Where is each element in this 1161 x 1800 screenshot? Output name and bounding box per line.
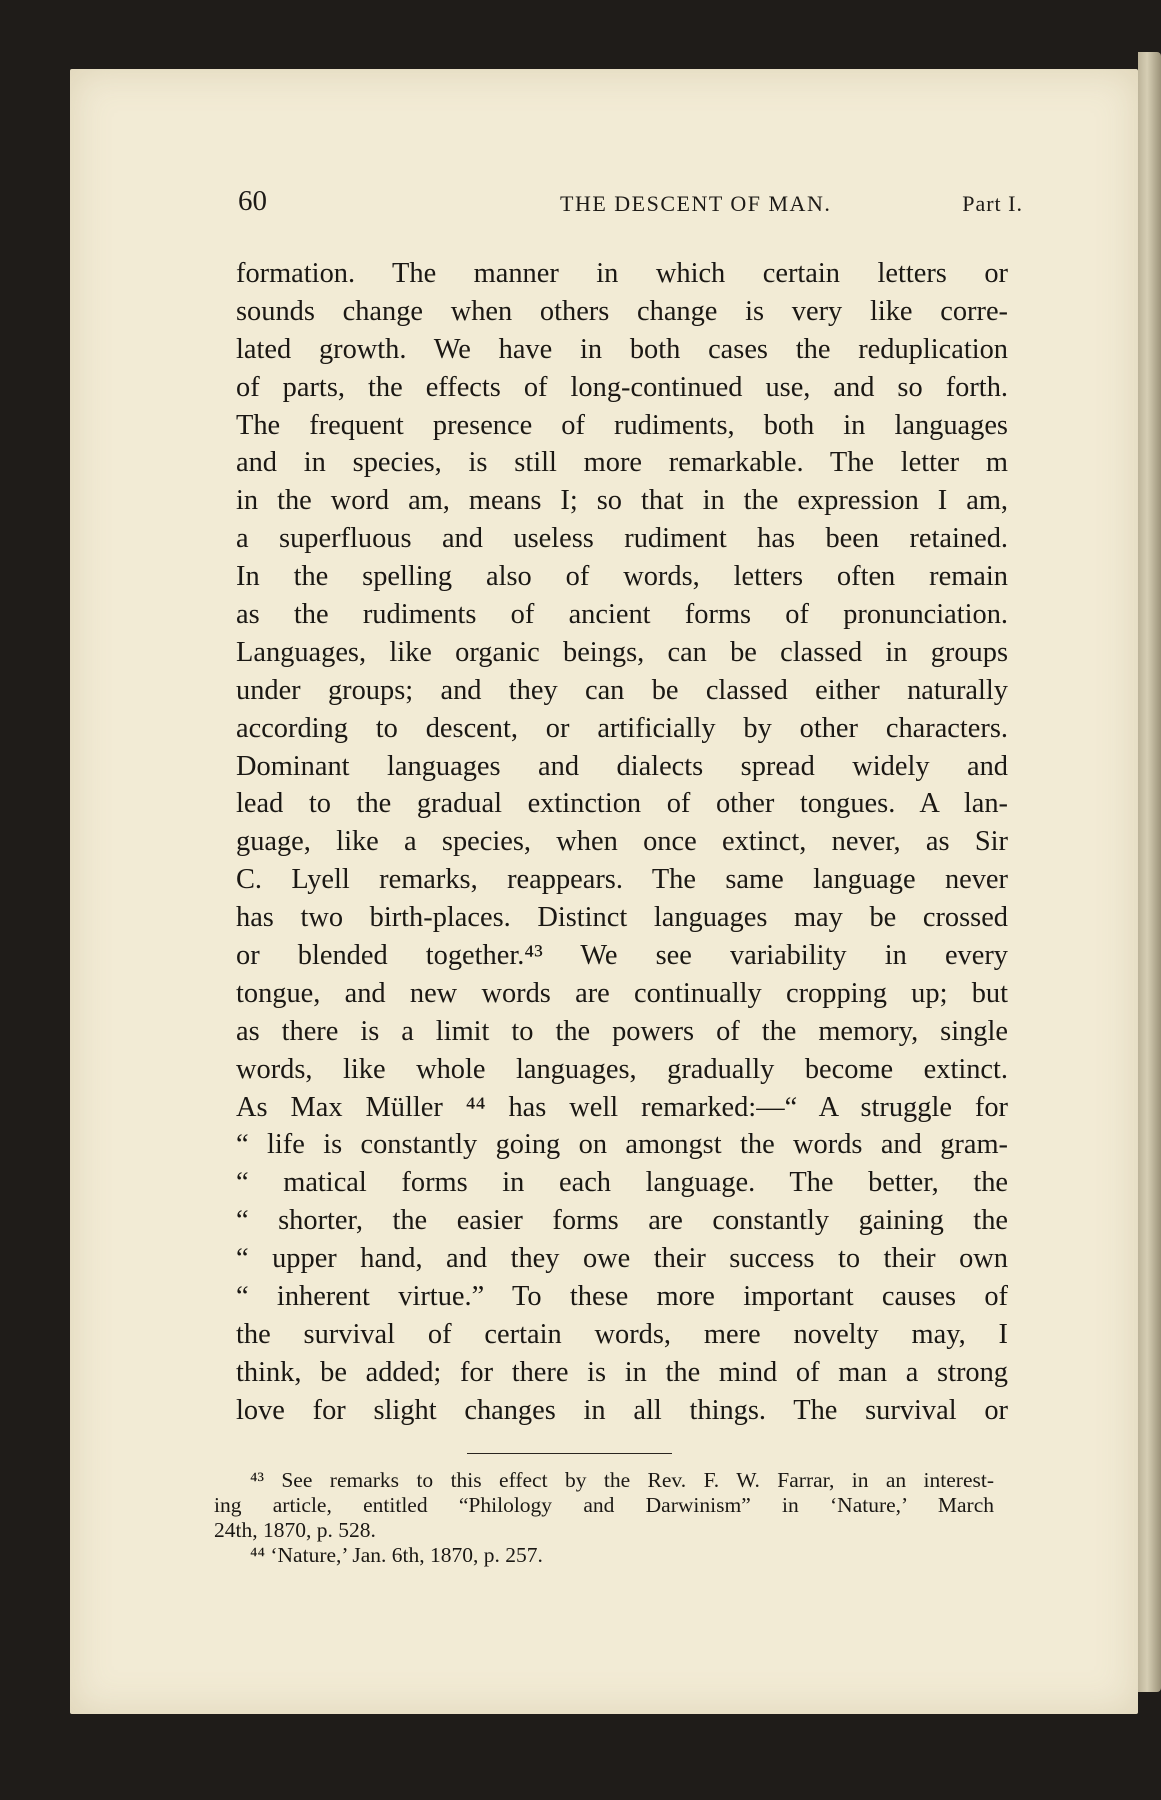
text-line: “ inherent virtue.” To these more important causes of [236, 1281, 1008, 1313]
text-line: Languages, like organic beings, can be classed in groups [236, 636, 1008, 668]
text-line: In the spelling also of words, letters often remain [236, 561, 1008, 593]
text-line: As Max Müller ⁴⁴ has well remarked:—“ A struggle for [236, 1091, 1008, 1123]
text-line: The frequent presence of rudiments, both in languages [236, 409, 1008, 441]
footnote-44: ⁴⁴ ‘Nature,’ Jan. 6th, 1870, p. 257. [250, 1543, 543, 1567]
text-line: has two birth-places. Distinct languages may be crossed [236, 902, 1008, 934]
text-line: the survival of certain words, mere novelty may, I [236, 1318, 1008, 1350]
text-line: words, like whole languages, gradually become extinct. [236, 1053, 1008, 1085]
text-line: as there is a limit to the powers of the memory, single [236, 1015, 1008, 1047]
footnotes [214, 1468, 994, 1568]
text-line: C. Lyell remarks, reappears. The same language never [236, 864, 1008, 896]
book-page-edge [1138, 52, 1161, 1692]
footnote-43-line: 24th, 1870, p. 528. [214, 1518, 376, 1542]
page-number: 60 [238, 185, 267, 217]
text-line: “ shorter, the easier forms are constantly gaining the [236, 1205, 1008, 1237]
text-line: lated growth. We have in both cases the reduplication [236, 333, 1008, 365]
footnote-43-line: ing article, entitled “Philology and Darwinism” in ‘Nature,’ March [214, 1493, 994, 1517]
text-line: guage, like a species, when once extinct, never, as Sir [236, 826, 1008, 858]
text-line: according to descent, or artificially by other characters. [236, 712, 1008, 744]
text-line: love for slight changes in all things. The survival or [236, 1394, 1008, 1426]
text-line: think, be added; for there is in the mind of man a strong [236, 1356, 1008, 1388]
text-line: “ life is constantly going on amongst the words and gram- [236, 1129, 1008, 1161]
running-title: THE DESCENT OF MAN. [560, 191, 832, 216]
part-label: Part I. [962, 191, 1023, 216]
text-line: Dominant languages and dialects spread widely and [236, 750, 1008, 782]
text-line: tongue, and new words are continually cropping up; but [236, 977, 1008, 1009]
text-line: under groups; and they can be classed either naturally [236, 674, 1008, 706]
text-line: a superfluous and useless rudiment has been retained. [236, 523, 1008, 555]
text-line: sounds change when others change is very like corre- [236, 295, 1008, 327]
text-line: as the rudiments of ancient forms of pronunciation. [236, 599, 1008, 631]
page-header [168, 185, 1023, 225]
text-line: and in species, is still more remarkable. The letter m [236, 447, 1008, 479]
text-line: “ upper hand, and they owe their success to their own [236, 1243, 1008, 1275]
footnote-divider [467, 1453, 672, 1454]
text-line: of parts, the effects of long-continued use, and so forth. [236, 371, 1008, 403]
text-line: or blended together.⁴³ We see variability in every [236, 940, 1008, 972]
body-text [236, 255, 1008, 1430]
text-line: formation. The manner in which certain letters or [236, 258, 1008, 289]
footnote-43-line: ⁴³ See remarks to this effect by the Rev. F. W. Farrar, in an interest- [250, 1468, 994, 1492]
text-line: “ matical forms in each language. The better, the [236, 1167, 1008, 1199]
text-line: in the word am, means I; so that in the expression I am, [236, 485, 1008, 517]
text-line: lead to the gradual extinction of other tongues. A lan- [236, 788, 1008, 820]
